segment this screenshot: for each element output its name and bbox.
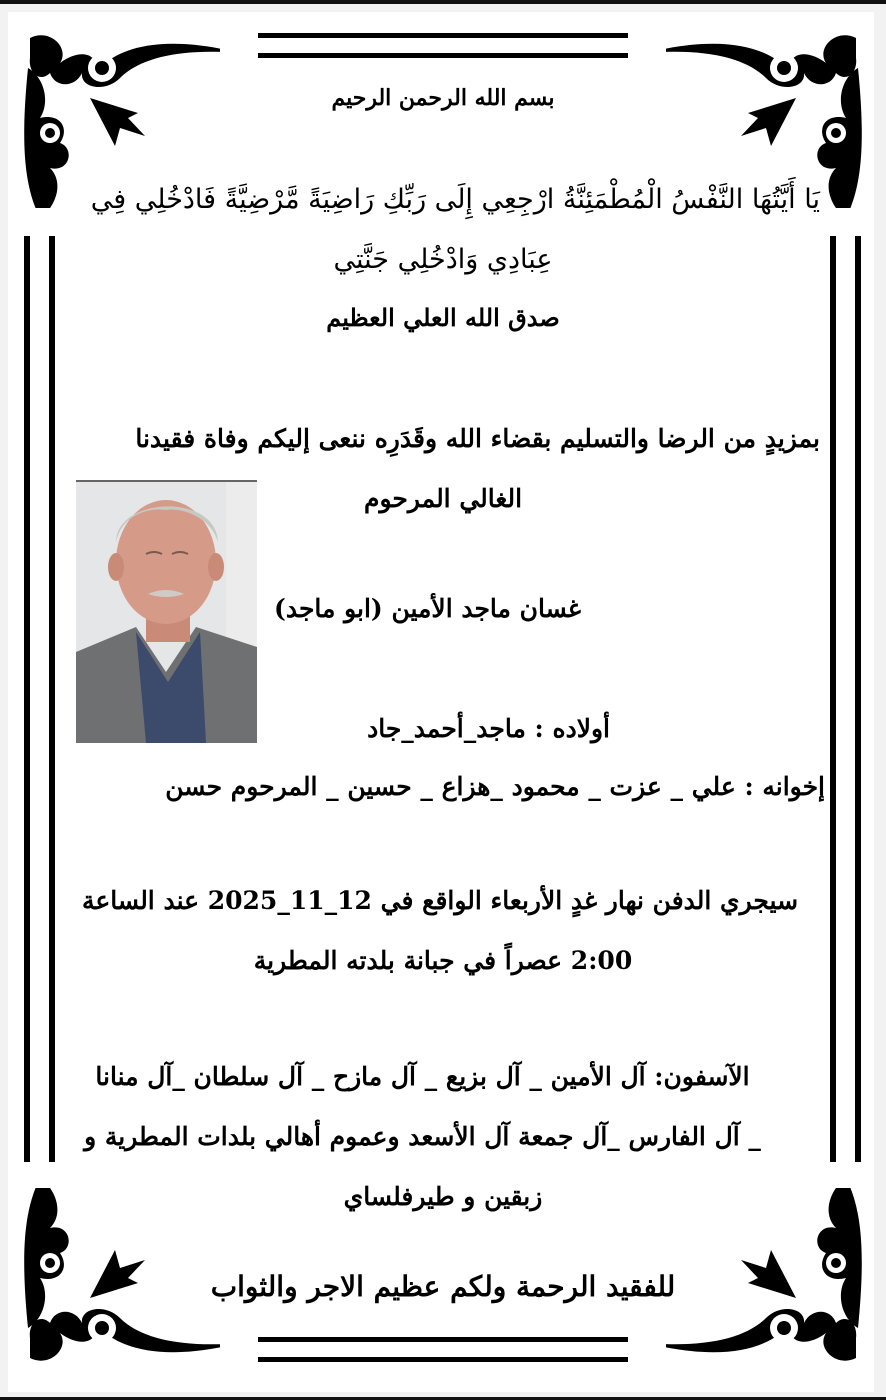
frame-left-line-1 — [24, 236, 30, 1162]
frame-right-line-1 — [830, 236, 836, 1162]
funeral-details-line-2: 2:00 عصراً في جبانة بلدته المطرية — [253, 946, 633, 975]
announcement-line-1: بمزيدٍ من الرضا والتسليم بقضاء الله وقَدَرِه ننعى إليكم وفاة فقيدنا — [135, 424, 820, 453]
quran-verse-line-2: عِبَادِي وَادْخُلِي جَنَّتِي — [333, 244, 553, 275]
deceased-photo — [76, 480, 257, 743]
basmala: بسم الله الرحمن الرحيم — [331, 85, 555, 111]
children-list: أولاده : ماجد_أحمد_جاد — [367, 714, 610, 743]
frame-bottom-line-1 — [258, 1337, 628, 1342]
frame-right-line-2 — [855, 236, 861, 1162]
frame-top-line-1 — [258, 33, 628, 38]
mourners-line-1: الآسفون: آل الأمين _ آل بزيع _ آل مازح _ آل سلطان _آل منانا — [95, 1062, 750, 1091]
announcement-line-2: الغالي المرحوم — [363, 484, 523, 513]
top-edge-bar — [0, 0, 886, 4]
mourners-line-3: زبقين و طيرفلساي — [343, 1182, 543, 1211]
funeral-details-line-1: سيجري الدفن نهار غدٍ الأربعاء الواقع في 12_11_2025 عند الساعة — [81, 886, 799, 915]
frame-top-line-2 — [258, 53, 628, 58]
portrait-image — [76, 482, 257, 743]
quran-verse-line-1: يَا أَيَّتُهَا النَّفْسُ الْمُطْمَئِنَّةُ ارْجِعِي إِلَى رَبِّكِ رَاضِيَةً مَّرْضِيَّةً فَادْخُلِي فِي — [90, 184, 820, 215]
frame-left-line-2 — [49, 236, 55, 1162]
frame-bottom-line-2 — [258, 1357, 628, 1362]
verse-closing: صدق الله العلي العظيم — [326, 303, 560, 332]
deceased-name: غسان ماجد الأمين (ابو ماجد) — [274, 594, 581, 623]
closing-prayer: للفقيد الرحمة ولكم عظيم الاجر والثواب — [210, 1270, 676, 1303]
mourners-line-2: _ آل الفارس _آل جمعة آل الأسعد وعموم أهالي بلدات المطرية و — [84, 1122, 761, 1151]
brothers-list: إخوانه : علي _ عزت _ محمود _هزاع _ حسين _ المرحوم حسن — [165, 772, 825, 801]
